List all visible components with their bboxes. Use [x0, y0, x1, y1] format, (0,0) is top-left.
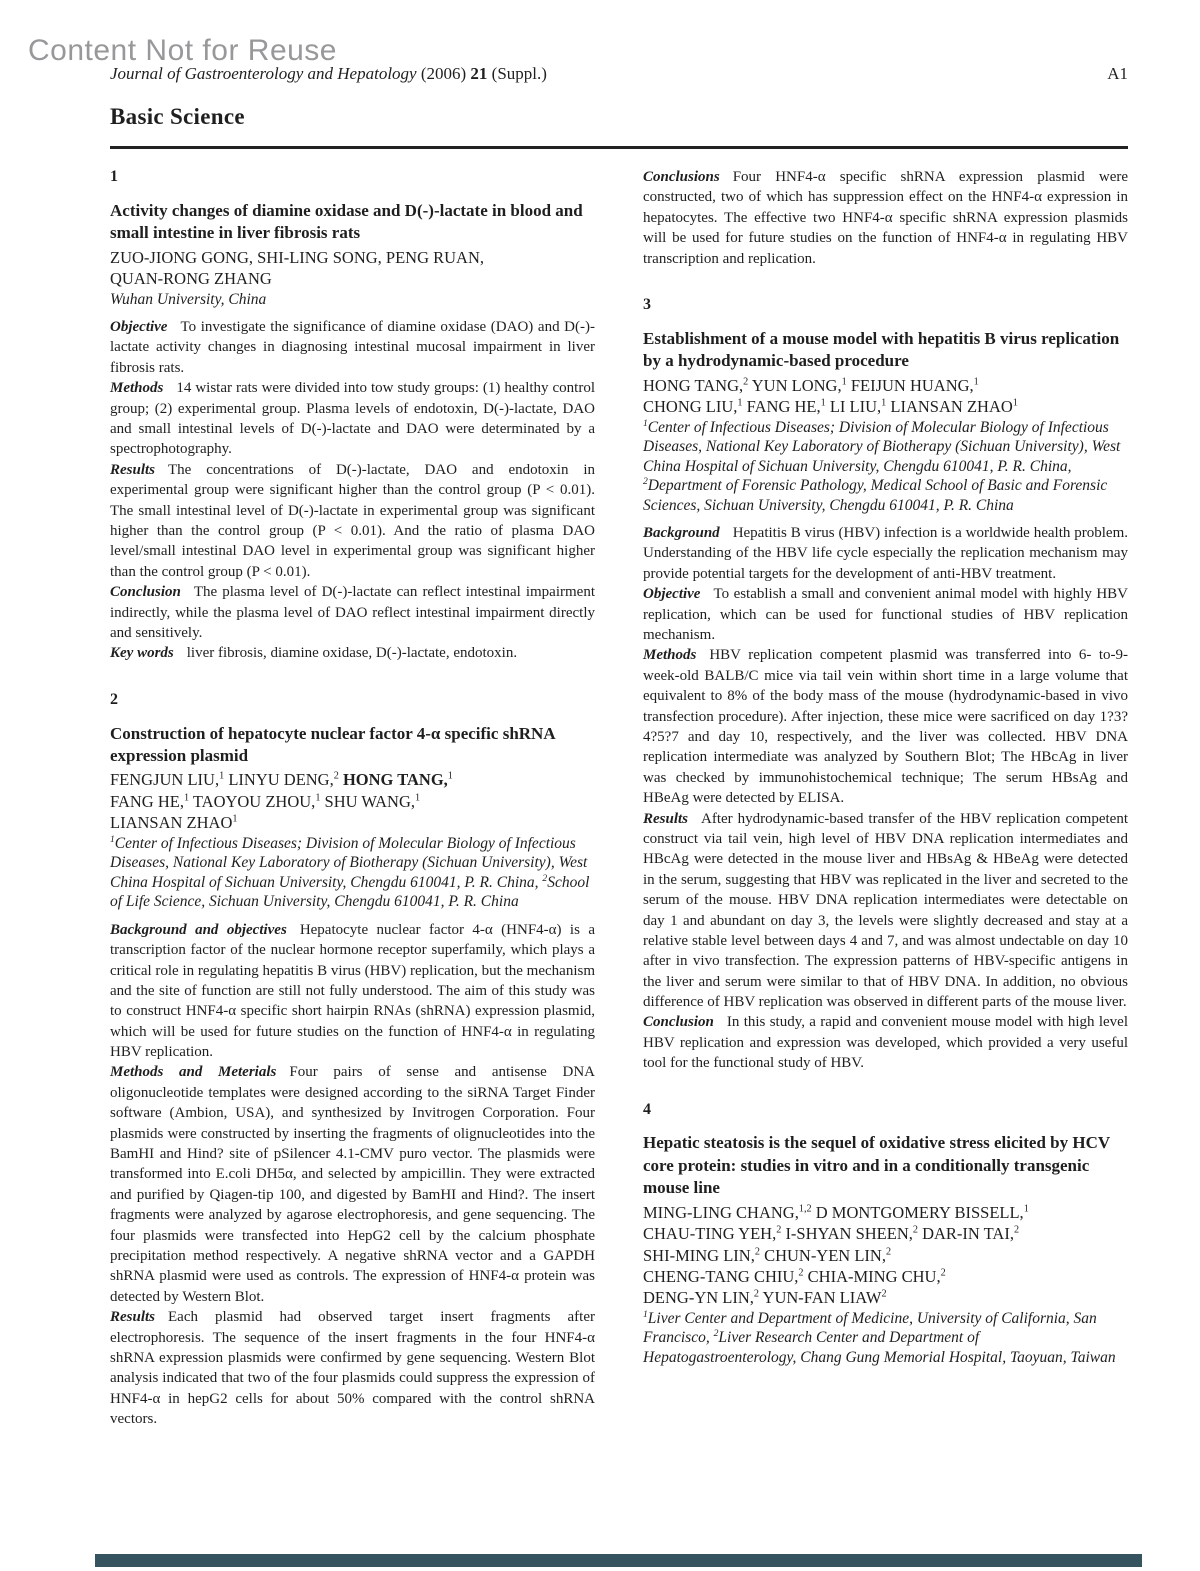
abstract-affiliation — [643, 1309, 1128, 1368]
abstract-affiliation — [110, 290, 595, 310]
abstract-title: Hepatic steatosis is the sequel of oxidative stress elicited by HCV core protein: studies in vitro and in a conditionally transgenic mouse line — [643, 1133, 1110, 1198]
author-name: CHENG-TANG CHIU, — [643, 1267, 799, 1287]
abstract-2 — [110, 690, 595, 1430]
author-superscript: 1 — [1012, 397, 1018, 409]
section-text: In this study, a rapid and convenient mouse model with high level HBV replication and expression was developed, which provided a very useful tool for the functional study of HBV. — [643, 1014, 1128, 1072]
author-name: SHU WANG, — [324, 791, 415, 811]
abstract-title: Activity changes of diamine oxidase and D(-)-lactate in blood and small intestine in liver fibrosis rats — [110, 200, 583, 243]
section-label: Key words — [110, 645, 174, 662]
affiliation-superscript: 1 — [643, 417, 648, 429]
author-name: SHI-LING SONG, — [257, 247, 382, 267]
abstract-number: 2 — [110, 690, 118, 708]
abstract-section-results — [110, 1307, 595, 1429]
author-name: DENG-YN LIN, — [643, 1288, 754, 1308]
author-superscript: 1 — [315, 792, 321, 804]
section-text: HBV replication competent plasmid was transferred into 6- to-9-week-old BALB/C mice via tail vein within short time in a large volume that equivalent to 8% of the body mass of the mouse (hydrodynamic-based in vivo transfection procedure). After injection, these mice were sacrificed on day 1?3?4?5?7 and day 10, respectively, and the liver was collected. HBV DNA replication intermediate was analyzed by Southern Blot; The HBcAg in liver was checked by immunohistochemical technique; The serum HBsAg and HBeAg were detected by ELISA. — [643, 647, 1128, 807]
author-superscript: 1 — [737, 397, 743, 409]
author-superscript: 2 — [776, 1224, 782, 1236]
watermark: Content Not for Reuse — [28, 34, 337, 67]
affiliation-superscript: 2 — [542, 872, 548, 884]
author-name: PENG RUAN, — [385, 247, 484, 267]
abstract-affiliation — [643, 418, 1128, 516]
author-name: QUAN-RONG ZHANG — [110, 269, 272, 289]
affiliation-text: School of Life Science, Sichuan University, Chengdu 610041, P. R. China — [110, 873, 590, 911]
author-superscript: 2 — [743, 376, 749, 388]
section-label: Methods — [110, 380, 164, 397]
author-name: CHIA-MING CHU, — [807, 1267, 941, 1287]
section-text: 14 wistar rats were divided into tow study groups: (1) healthy control group; (2) experimental group. Plasma levels of endotoxin, D(-)-lactate, DAO and small intestinal levels of D(-)-lactate and DAO were determinated by a spectrophotography. — [110, 380, 595, 458]
author-superscript: 1 — [183, 792, 190, 804]
author-superscript: 2 — [754, 1246, 760, 1258]
author-name: TAOYOU ZHOU, — [192, 791, 316, 811]
heading-rule — [110, 146, 1128, 149]
author-superscript: 2 — [885, 1246, 892, 1258]
abstract-section-methods — [110, 378, 595, 460]
abstract-continuation — [643, 167, 1128, 269]
section-label: Conclusions — [643, 169, 720, 185]
abstract-section-key-words — [110, 643, 595, 663]
abstract-section-results — [110, 460, 595, 582]
section-text: Hepatocyte nuclear factor 4-α (HNF4-α) is a transcription factor of the nuclear hormone receptor superfamily, which plays a critical role in regulating hepatitis B virus (HBV) replication, but the mechanism and the site of function are still not fully understood. The aim of this study was to construct HNF4-α specific short hairpin RNAs (shRNA) expression plasmid, which will be used for future studies on the function of HNF4-α in regulating HBV replication. — [110, 921, 596, 1061]
section-label: Objective — [643, 586, 701, 603]
author-name: LINYU DENG, — [228, 770, 334, 790]
author-superscript: 2 — [798, 1267, 804, 1279]
author-name: D MONTGOMERY BISSELL, — [815, 1202, 1024, 1222]
section-text: The plasma level of D(-)-lactate can reflect intestinal impairment indirectly, while the plasma level of DAO reflect intestinal impairment directly and sensitively. — [110, 584, 595, 641]
affiliation-text: Liver Center and Department of Medicine, University of California, San Francisco, — [643, 1309, 1097, 1347]
author-superscript: 2 — [753, 1288, 760, 1300]
author-superscript: 1 — [219, 770, 225, 782]
author-name: FENGJUN LIU, — [110, 770, 220, 790]
page-number: A1 — [1107, 64, 1128, 83]
author-name: FANG HE, — [110, 791, 184, 811]
abstract-number: 1 — [110, 168, 118, 185]
author-superscript: 1 — [415, 792, 421, 804]
author-superscript: 1 — [1023, 1203, 1029, 1215]
abstract-title: Establishment of a mouse model with hepatitis B virus replication by a hydrodynamic-based procedure — [643, 328, 1120, 371]
author-name: HONG TANG, — [342, 770, 448, 790]
journal-title: Journal of Gastroenterology and Hepatology — [110, 64, 417, 83]
abstract-3 — [643, 295, 1128, 1074]
section-text: Each plasmid had observed target insert fragments after electrophoresis. The sequence of the insert fragments in the four HNF4-α shRNA expression plasmids were confirmed by gene sequencing. Western Blot analysis indicated that two of the four plasmids could suppress the expression of HNF4-α in hepG2 cells for about 50% compared with the control shRNA vectors. — [110, 1309, 595, 1428]
author-name: FANG HE, — [746, 397, 821, 417]
affiliation-text: Center of Infectious Diseases; Division of Molecular Biology of Infectious Diseases, National Key Laboratory of Biotherapy (Sichuan University), West China Hospital of Sichuan University, Chengdu 610041, P. R. China, — [110, 834, 588, 891]
section-label: Objective — [110, 319, 168, 336]
journal-citation — [110, 64, 547, 84]
author-name: LIANSAN ZHAO — [890, 397, 1013, 417]
section-text: After hydrodynamic-based transfer of the HBV replication competent construct via tail vein, high level of HBV DNA replication intermediates and HBcAg were detected in the mouse liver and HBsAg & HBeAg were detected in the serum, suggesting that HBV was replicated in the liver and secreted to the serum of the mouse. HBV DNA replication intermediates were detectable on day 1 and abundant on day 3, the levels were slightly decreased and stay at a relative stable level between days 4 and 7, and was almost undectable on day 10 after in vivo transfection. The expression patterns of HBV-specific antigens in the liver and serum were similar to that of HBV DNA. In addition, no obvious difference of HBV replication was observed in different parts of the mouse liver. — [643, 810, 1128, 1011]
abstract-section-methods-and-meterials — [110, 1062, 595, 1307]
author-superscript: 1 — [973, 376, 979, 388]
affiliation-text: Liver Research Center and Department of Hepatogastroenterology, Chang Gung Memorial Hospital, Taoyuan, Taiwan — [643, 1329, 1116, 1366]
author-name: LIANSAN ZHAO — [110, 813, 233, 833]
author-superscript: 1 — [820, 397, 826, 409]
abstract-authors — [643, 375, 1128, 418]
author-superscript: 2 — [1013, 1224, 1020, 1236]
section-label: Conclusion — [110, 584, 181, 601]
abstract-section-results — [643, 809, 1128, 1013]
abstract-affiliation — [110, 834, 595, 912]
abstract-authors — [110, 247, 595, 290]
section-text: Hepatitis B virus (HBV) infection is a worldwide health problem. Understanding of the HBV life cycle especially the replication mechanism may provide potential targets for the development of anti-HBV treatment. — [643, 525, 1128, 582]
section-label: Conclusion — [643, 1014, 714, 1031]
abstract-section-objective — [643, 584, 1128, 645]
author-name: ZUO-JIONG GONG, — [110, 247, 253, 267]
journal-suppl: (Suppl.) — [491, 64, 547, 83]
author-superscript: 2 — [333, 770, 339, 782]
author-name: CHONG LIU, — [643, 397, 738, 417]
author-name: SHI-MING LIN, — [643, 1245, 755, 1265]
left-column — [110, 167, 595, 1430]
affiliation-superscript: 2 — [643, 475, 648, 487]
abstract-number: 3 — [643, 295, 651, 313]
abstract-authors — [643, 1202, 1128, 1309]
author-superscript: 2 — [940, 1267, 946, 1279]
section-text: To establish a small and convenient animal model with highly HBV replication, which can be used for functional studies of HBV replication mechanism. — [643, 586, 1128, 644]
abstract-authors — [110, 769, 595, 833]
affiliation-superscript: 1 — [110, 833, 115, 845]
page-header — [110, 64, 1128, 84]
author-superscript: 2 — [912, 1224, 918, 1236]
abstract-title: Construction of hepatocyte nuclear factor 4-α specific shRNA expression plasmid — [110, 723, 555, 765]
author-superscript: 2 — [881, 1288, 887, 1300]
section-heading: Basic Science — [110, 104, 245, 129]
author-superscript: 1 — [841, 376, 847, 388]
author-superscript: 1,2 — [798, 1203, 812, 1215]
author-superscript: 1 — [447, 770, 453, 782]
journal-year: (2006) — [420, 64, 467, 83]
abstract-section-conclusion — [110, 582, 595, 643]
author-name: FEIJUN HUANG, — [850, 375, 974, 395]
author-name: I-SHYAN SHEEN, — [785, 1224, 913, 1244]
journal-volume: 21 — [470, 64, 488, 83]
abstract-section-background — [643, 523, 1128, 584]
right-column — [643, 167, 1128, 1430]
author-name: CHAU-TING YEH, — [643, 1224, 777, 1244]
section-text: Four HNF4-α specific shRNA expression plasmid were constructed, two of which has suppression effect on the HNF4-α expression in hepatocytes. The effective two HNF4-α specific shRNA expression plasmids will be used for future studies on the function of HNF4-α in regulating HBV transcription and replication. — [643, 169, 1128, 267]
abstract-section-methods — [643, 645, 1128, 808]
abstract-columns — [110, 167, 1128, 1430]
section-label: Background — [643, 525, 720, 542]
abstract-section-objective — [110, 317, 595, 378]
affiliation-superscript: 2 — [713, 1328, 719, 1340]
author-superscript: 1 — [232, 813, 238, 825]
section-text: Four pairs of sense and antisense DNA oligonucleotide templates were designed according to the siRNA Target Finder software (Ambion, USA), and synthesized by Invitrogen Corporation. Four plasmids were constructed by inserting the fragments of olignucleotides into the BamHI and Hind? site of pSilencer 4.1-CMV puro vector. The plasmids were transformed into E.coli DH5α, and selected by ampicillin. They were extracted and purified by Qiagen-tip 100, and digested by BamHI and Hind?. The insert fragments were analyzed by agarose electrophoresis, and gene sequencing. The four plasmids were transfected into HepG2 cell by the calcium phosphate precipitation method respectively. A negative shRNA vector and a GAPDH shRNA plasmid were used as controls. The expression of HNF4-α protein was detected by Western Blot. — [110, 1064, 595, 1305]
section-text: The concentrations of D(-)-lactate, DAO and endotoxin in experimental group were significant higher than the control group (P < 0.01). The small intestinal level of D(-)-lactate in experimental group was significant higher than the control group (P < 0.01). And the ratio of plasma DAO level/small intestinal DAO level in experimental group was significant higher than the control group (P < 0.01). — [110, 461, 595, 580]
affiliation-text: Wuhan University, China — [110, 290, 267, 308]
section-label: Results — [643, 810, 689, 827]
abstract-1 — [110, 167, 595, 664]
footer-bar — [95, 1554, 1142, 1567]
author-name: HONG TANG, — [643, 375, 744, 395]
section-label: Methods and Meterials — [110, 1064, 277, 1081]
abstract-4 — [643, 1100, 1128, 1368]
abstract-section-background-and-objectives — [110, 920, 595, 1063]
abstract-number: 4 — [643, 1100, 651, 1118]
abstract-section-conclusions — [643, 167, 1128, 269]
section-text: To investigate the significance of diamine oxidase (DAO) and D(-)-lactate activity changes in diagnosing intestinal mucosal impairment in liver fibrosis rats. — [110, 319, 595, 376]
section-label: Methods — [643, 647, 697, 664]
author-name: CHUN-YEN LIN, — [764, 1245, 886, 1265]
affiliation-text: Department of Forensic Pathology, Medical School of Basic and Forensic Sciences, Sichuan University, Chengdu 610041, P. R. China — [643, 477, 1108, 514]
section-label: Background and objectives — [110, 921, 287, 938]
author-name: YUN-FAN LIAW — [762, 1288, 882, 1308]
section-label: Results — [110, 461, 156, 478]
author-name: YUN LONG, — [751, 375, 842, 395]
section-text: liver fibrosis, diamine oxidase, D(-)-lactate, endotoxin. — [186, 645, 518, 662]
affiliation-superscript: 1 — [643, 1308, 648, 1320]
abstract-section-conclusion — [643, 1012, 1128, 1073]
affiliation-text: Center of Infectious Diseases; Division of Molecular Biology of Infectious Diseases, National Key Laboratory of Biotherapy (Sichuan University), West China Hospital of Sichuan University, Chengdu 610041, P. R. China, — [643, 418, 1121, 475]
author-superscript: 1 — [881, 397, 887, 409]
author-name: LI LIU, — [829, 397, 882, 417]
section-label: Results — [110, 1309, 156, 1326]
author-name: DAR-IN TAI, — [922, 1224, 1014, 1244]
author-name: MING-LING CHANG, — [643, 1202, 799, 1222]
